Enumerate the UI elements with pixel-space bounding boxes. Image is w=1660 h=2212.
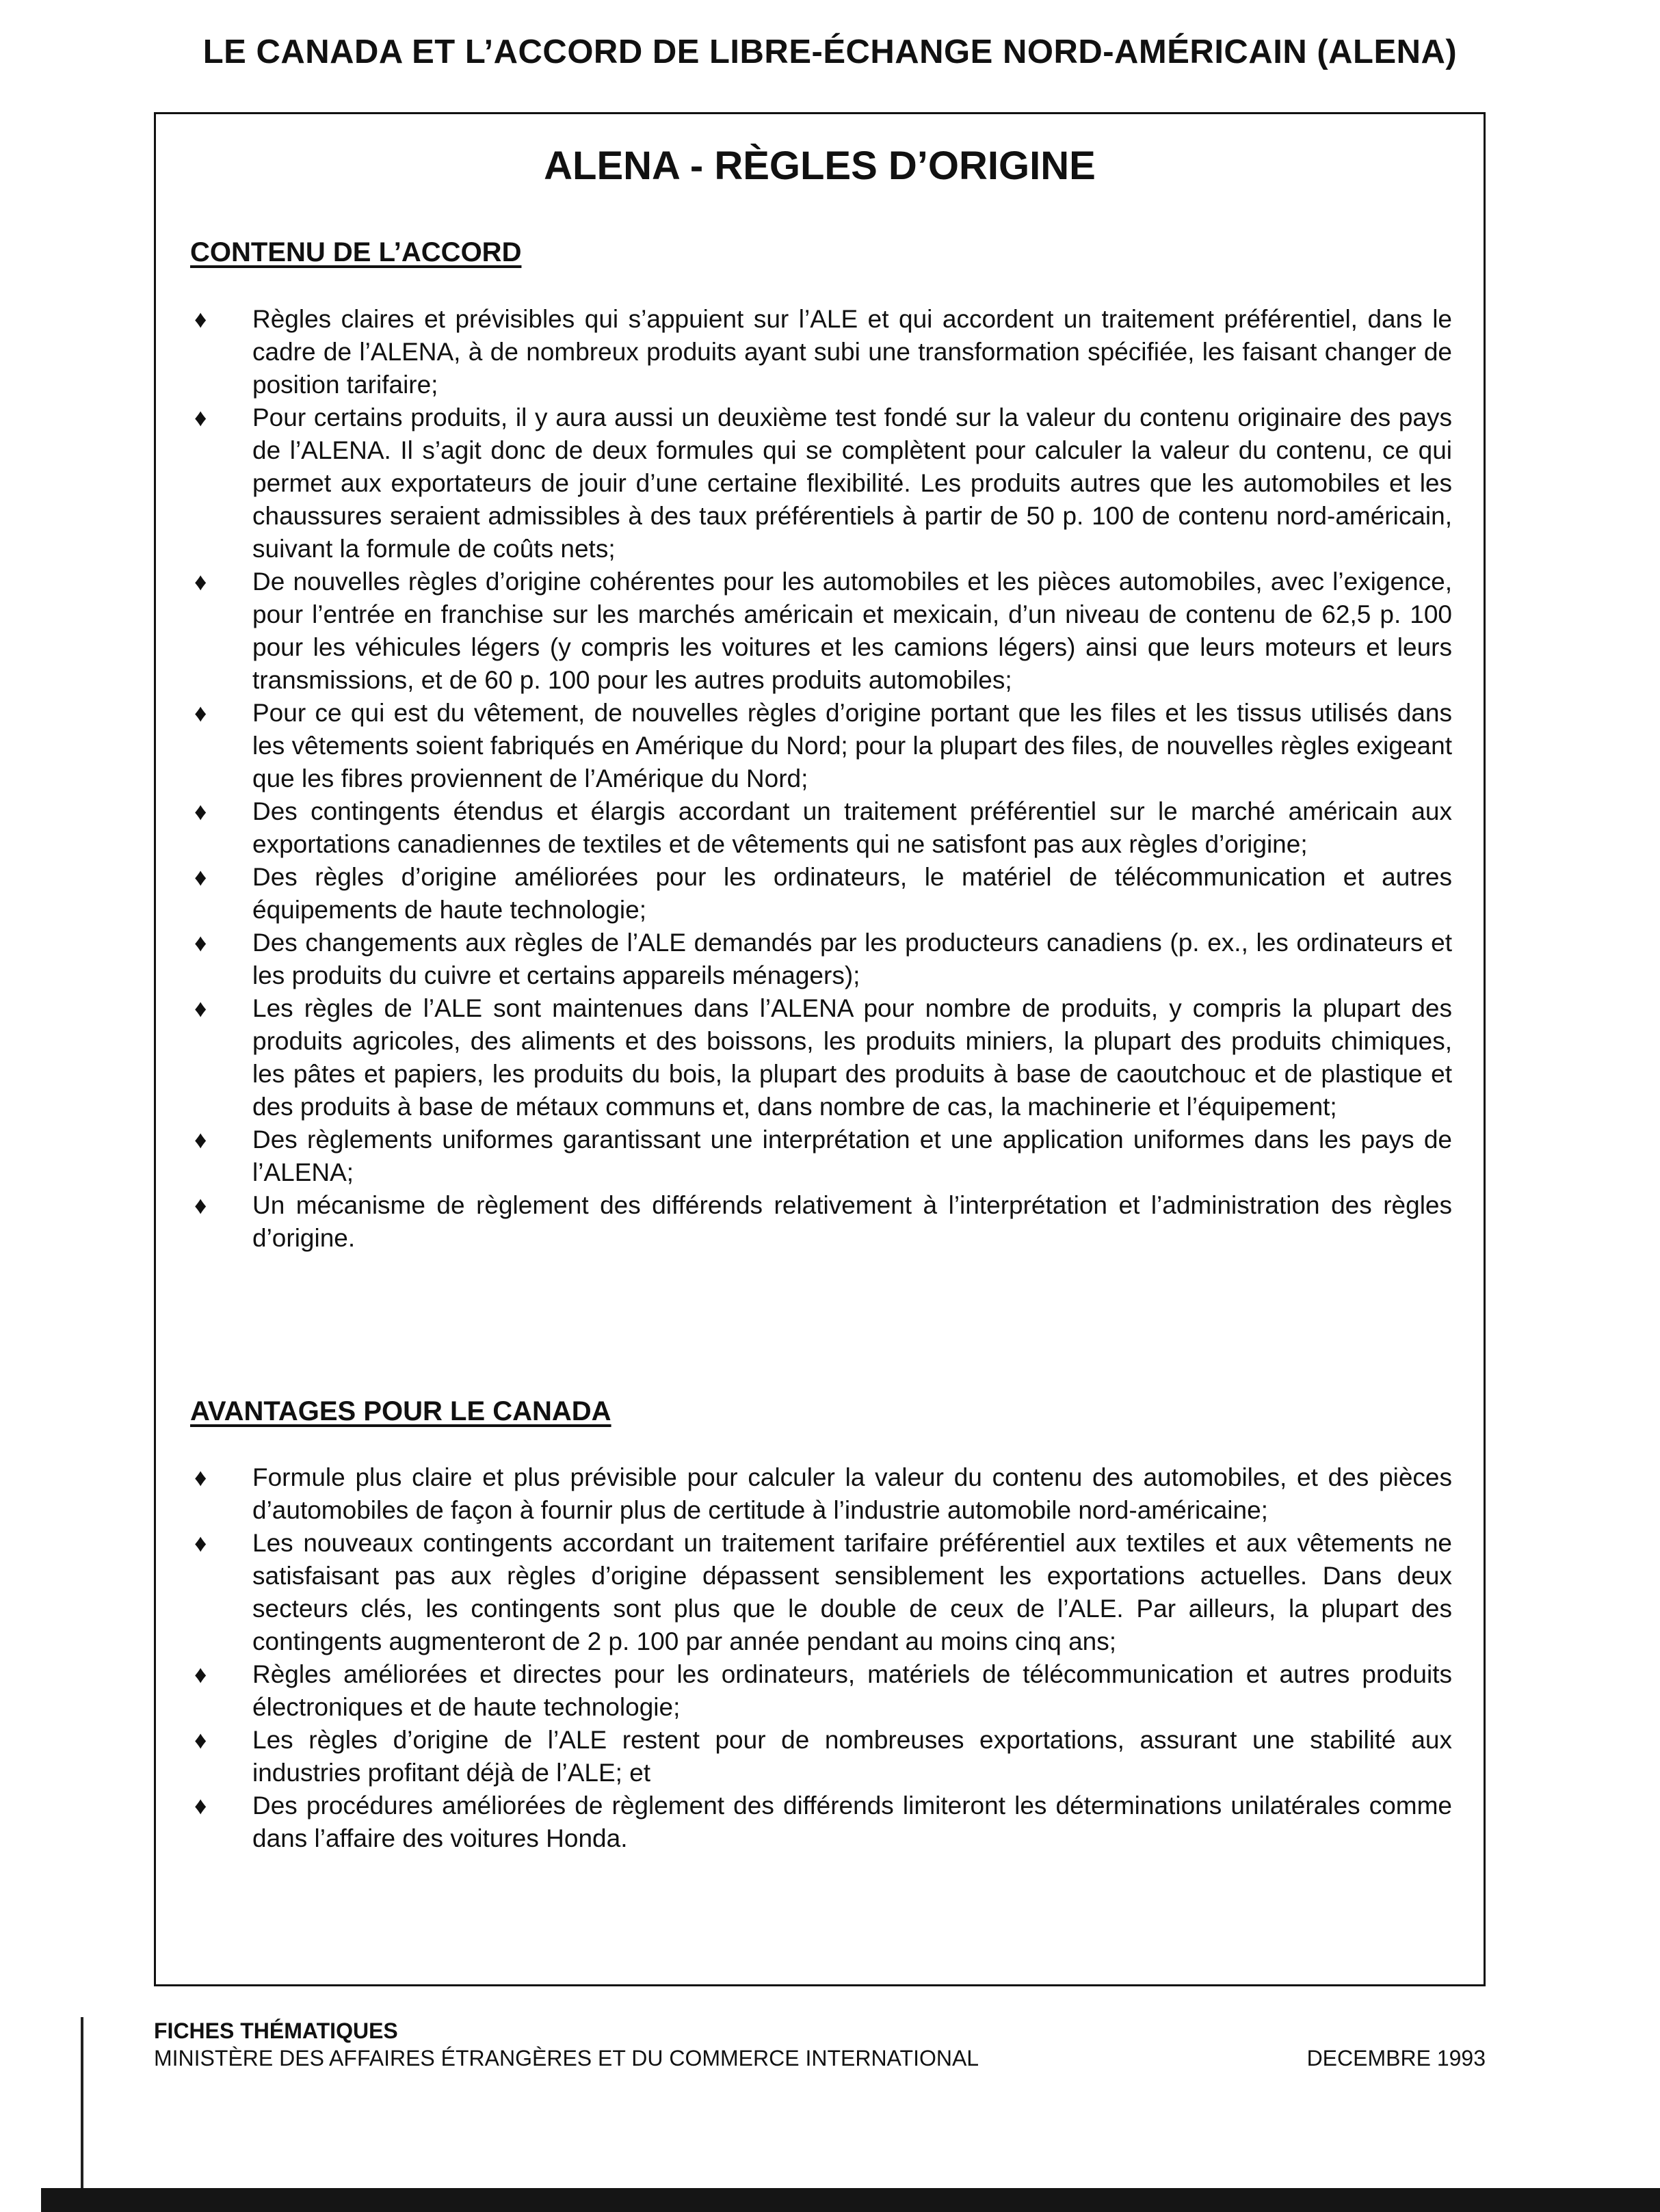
list-item-text: Des procédures améliorées de règlement des différends limiteront les déterminations unilatérales comme dans l’affaire des voitures Honda.: [252, 1791, 1452, 1852]
list-item: [156, 1724, 1484, 1789]
diamond-bullet-icon: ♦: [194, 1791, 207, 1820]
list-item: [156, 1123, 1484, 1189]
list-item-text: Formule plus claire et plus prévisible pour calculer la valeur du contenu des automobiles, et des pièces d’automobiles de façon à fournir plus de certitude à l’industrie automobile nord-américaine;: [252, 1463, 1452, 1524]
list-item: [156, 1461, 1484, 1527]
list-item: [156, 992, 1484, 1123]
list-item-text: Pour ce qui est du vêtement, de nouvelles règles d’origine portant que les files et les tissus utilisés dans les vêtements soient fabriqués en Amérique du Nord; pour la plupart des files, de nouvelles règles exigeant que les fibres proviennent de l’Amérique du Nord;: [252, 699, 1452, 792]
box-title: ALENA - RÈGLES D’ORIGINE: [544, 144, 1096, 188]
list-item: [156, 927, 1484, 992]
diamond-bullet-icon: ♦: [194, 1463, 207, 1491]
list-item: [156, 1658, 1484, 1724]
diamond-bullet-icon: ♦: [194, 1191, 207, 1219]
diamond-bullet-icon: ♦: [194, 305, 207, 333]
section-heading-contenu: CONTENU DE L’ACCORD: [190, 237, 522, 267]
footer-date: DECEMBRE 1993: [1306, 2046, 1486, 2070]
diamond-bullet-icon: ♦: [194, 568, 207, 596]
contenu-bullet-list: [156, 303, 1484, 1255]
list-item: [156, 303, 1484, 401]
list-item: [156, 1789, 1484, 1855]
avantages-bullet-list: [156, 1461, 1484, 1855]
list-item: [156, 697, 1484, 795]
section-heading-avantages: AVANTAGES POUR LE CANADA: [190, 1396, 611, 1426]
list-item-text: Des changements aux règles de l’ALE demandés par les producteurs canadiens (p. ex., les ordinateurs et les produits du cuivre et certains appareils ménagers);: [252, 929, 1452, 989]
list-item: [156, 401, 1484, 565]
list-item-text: Des contingents étendus et élargis accordant un traitement préférentiel sur le marché américain aux exportations canadiennes de textiles et de vêtements qui ne satisfont pas aux règles d’origine;: [252, 797, 1452, 858]
scan-edge-bottom: [41, 2188, 1660, 2212]
list-item: [156, 565, 1484, 697]
document-header-title: LE CANADA ET L’ACCORD DE LIBRE-ÉCHANGE NORD-AMÉRICAIN (ALENA): [202, 34, 1458, 70]
diamond-bullet-icon: ♦: [194, 929, 207, 957]
list-item-text: Les règles de l’ALE sont maintenues dans l’ALENA pour nombre de produits, y compris la plupart des produits agricoles, des aliments et des boissons, les produits miniers, la plupart des produits chimiques, les pâtes et papiers, les produits du bois, la plupart des produits à base de caoutchouc et de plastique et des produits à base de métaux communs et, dans nombre de cas, la machinerie et l’équipement;: [252, 994, 1452, 1121]
list-item-text: Des règles d’origine améliorées pour les ordinateurs, le matériel de télécommunication et autres équipements de haute technologie;: [252, 863, 1452, 924]
scan-edge-left: [81, 2017, 83, 2188]
list-item-text: Règles améliorées et directes pour les ordinateurs, matériels de télécommunication et autres produits électroniques et de haute technologie;: [252, 1660, 1452, 1721]
diamond-bullet-icon: ♦: [194, 1125, 207, 1154]
list-item-text: Les règles d’origine de l’ALE restent pour de nombreuses exportations, assurant une stabilité aux industries profitant déjà de l’ALE; et: [252, 1726, 1452, 1787]
list-item-text: Des règlements uniformes garantissant une interprétation et une application uniformes dans les pays de l’ALENA;: [252, 1125, 1452, 1186]
list-item-text: Pour certains produits, il y aura aussi un deuxième test fondé sur la valeur du contenu originaire des pays de l’ALENA. Il s’agit donc de deux formules qui se complètent pour calculer la valeur du contenu, ce qui permet aux exportateurs de jouir d’une certaine flexibilité. Les produits autres que les automobiles et les chaussures seraient admissibles à des taux préférentiels à partir de 50 p. 100 de contenu nord-américain, suivant la formule de coûts nets;: [252, 403, 1452, 563]
diamond-bullet-icon: ♦: [194, 403, 207, 431]
diamond-bullet-icon: ♦: [194, 1726, 207, 1754]
list-item: [156, 1189, 1484, 1255]
list-item: [156, 1527, 1484, 1658]
footer-ministry-name: MINISTÈRE DES AFFAIRES ÉTRANGÈRES ET DU COMMERCE INTERNATIONAL: [154, 2046, 979, 2070]
list-item-text: De nouvelles règles d’origine cohérentes pour les automobiles et les pièces automobiles, avec l’exigence, pour l’entrée en franchise sur les marchés américain et mexicain, d’un niveau de contenu de 62,5 p. 100 pour les véhicules légers (y compris les voitures et les camions légers) ainsi que leurs moteurs et leurs transmissions, et de 60 p. 100 pour les autres produits automobiles;: [252, 568, 1452, 694]
footer-series-title: FICHES THÉMATIQUES: [154, 2018, 398, 2043]
list-item-text: Règles claires et prévisibles qui s’appuient sur l’ALE et qui accordent un traitement préférentiel, dans le cadre de l’ALENA, à de nombreux produits ayant subi une transformation spécifiée, les faisant changer de position tarifaire;: [252, 305, 1452, 399]
diamond-bullet-icon: ♦: [194, 1660, 207, 1688]
diamond-bullet-icon: ♦: [194, 797, 207, 825]
rules-of-origin-box: [154, 112, 1486, 1986]
diamond-bullet-icon: ♦: [194, 994, 207, 1022]
diamond-bullet-icon: ♦: [194, 863, 207, 891]
diamond-bullet-icon: ♦: [194, 699, 207, 727]
list-item: [156, 861, 1484, 927]
list-item: [156, 795, 1484, 861]
list-item-text: Un mécanisme de règlement des différends relativement à l’interprétation et l’administration des règles d’origine.: [252, 1191, 1452, 1252]
list-item-text: Les nouveaux contingents accordant un traitement tarifaire préférentiel aux textiles et aux vêtements ne satisfaisant pas aux règles d’origine dépassent sensiblement les exportations actuelles. Dans deux secteurs clés, les contingents sont plus que le double de ceux de l’ALE. Par ailleurs, la plupart des contingents augmenteront de 2 p. 100 par année pendant au moins cinq ans;: [252, 1529, 1452, 1655]
diamond-bullet-icon: ♦: [194, 1529, 207, 1557]
